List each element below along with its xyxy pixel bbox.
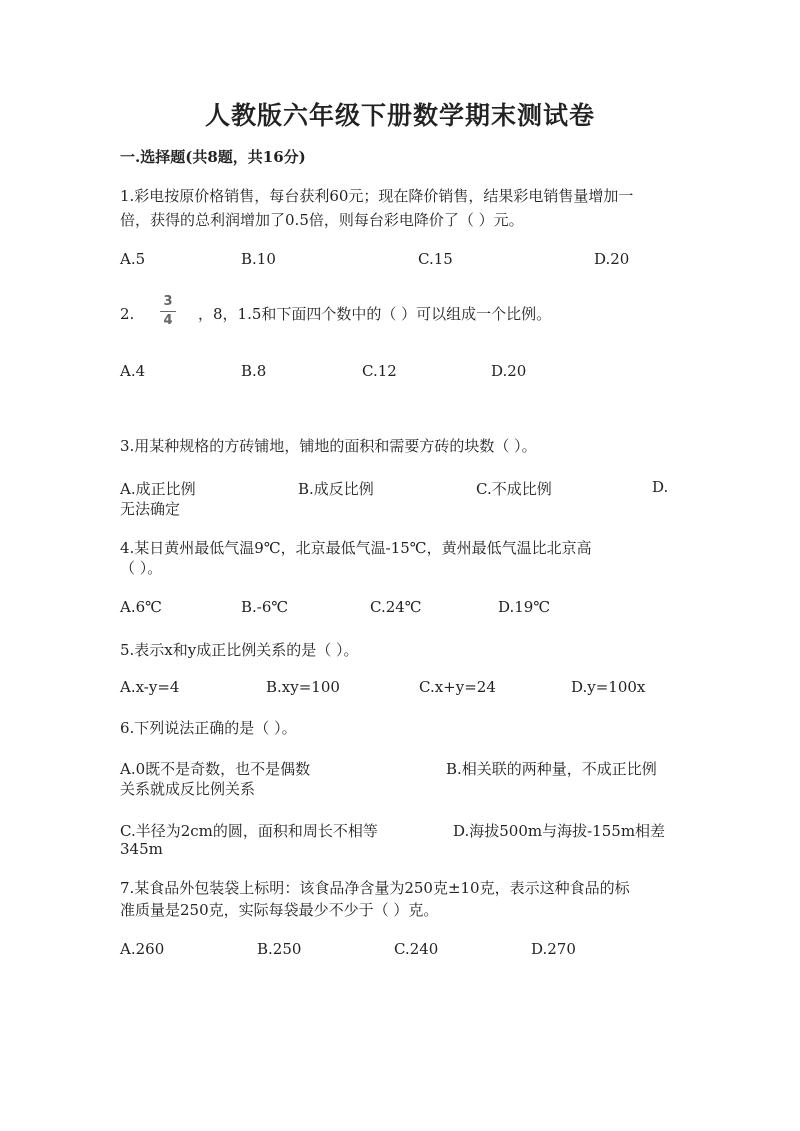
question-2-option-c: C.12 <box>362 362 397 380</box>
question-5-option-b: B.xy=100 <box>266 678 340 696</box>
fraction-denominator: 4 <box>163 313 173 328</box>
question-4-option-b: B.-6℃ <box>241 598 289 616</box>
question-7-line-2: 准质量是250克，实际每袋最少不少于（ ）克。 <box>120 901 439 919</box>
fraction-three-quarters <box>160 294 176 329</box>
question-2-text: ，8，1.5和下面四个数中的（ ）可以组成一个比例。 <box>198 305 552 323</box>
question-2-number: 2. <box>120 305 135 323</box>
question-5-line-1: 5.表示x和y成正比例关系的是（ ）。 <box>120 641 359 659</box>
question-2-option-b: B.8 <box>241 362 267 380</box>
question-1-option-b: B.10 <box>241 250 276 268</box>
question-4-option-c: C.24℃ <box>370 598 422 616</box>
question-3-option-d-text: 无法确定 <box>120 500 181 518</box>
question-1-line-2: 倍，获得的总利润增加了0.5倍，则每台彩电降价了（ ）元。 <box>120 211 524 229</box>
question-5-option-a: A.x-y=4 <box>120 678 180 696</box>
question-3-option-a: A.成正比例 <box>120 480 196 498</box>
question-1-option-d: D.20 <box>594 250 630 268</box>
question-7-line-1: 7.某食品外包装袋上标明：该食品净含量为250克±10克，表示这种食品的标 <box>120 879 630 897</box>
question-3-option-b: B.成反比例 <box>298 480 374 498</box>
question-6-option-d: D.海拔500m与海拔-155m相差 <box>453 822 666 840</box>
question-6-option-d-continuation: 345m <box>120 840 163 858</box>
question-4-line-1: 4.某日黄州最低气温9℃，北京最低气温-15℃，黄州最低气温比北京高 <box>120 539 592 557</box>
question-6-option-a: A.0既不是奇数，也不是偶数 <box>120 760 311 778</box>
question-7-option-b: B.250 <box>257 940 302 958</box>
fraction-bar <box>160 311 176 312</box>
question-2-option-d: D.20 <box>491 362 527 380</box>
question-5-option-c: C.x+y=24 <box>419 678 496 696</box>
fraction-numerator: 3 <box>163 294 173 309</box>
question-7-option-d: D.270 <box>531 940 576 958</box>
question-4-option-d: D.19℃ <box>498 598 551 616</box>
question-6-line-1: 6.下列说法正确的是（ ）。 <box>120 719 297 737</box>
question-4-line-2: （ ）。 <box>120 559 163 577</box>
question-3-option-d: D. <box>652 478 669 496</box>
question-6-option-c: C.半径为2cm的圆，面积和周长不相等 <box>120 822 378 840</box>
question-7-option-a: A.260 <box>120 940 165 958</box>
question-6-option-b-continuation: 关系就成反比例关系 <box>120 780 256 798</box>
question-6-option-b: B.相关联的两种量，不成正比例 <box>446 760 657 778</box>
section-heading: 一.选择题(共8题，共16分) <box>120 148 306 166</box>
question-5-option-d: D.y=100x <box>571 678 646 696</box>
exam-title: 人教版六年级下册数学期末测试卷 <box>204 101 595 130</box>
question-3-line-1: 3.用某种规格的方砖铺地，铺地的面积和需要方砖的块数（ ）。 <box>120 437 537 455</box>
question-1-line-1: 1.彩电按原价格销售，每台获利60元；现在降价销售，结果彩电销售量增加一 <box>120 187 634 205</box>
question-2-option-a: A.4 <box>120 362 146 380</box>
question-4-option-a: A.6℃ <box>120 598 162 616</box>
question-1-option-a: A.5 <box>120 250 146 268</box>
question-7-option-c: C.240 <box>394 940 439 958</box>
question-1-option-c: C.15 <box>418 250 453 268</box>
question-3-option-c: C.不成比例 <box>476 480 552 498</box>
